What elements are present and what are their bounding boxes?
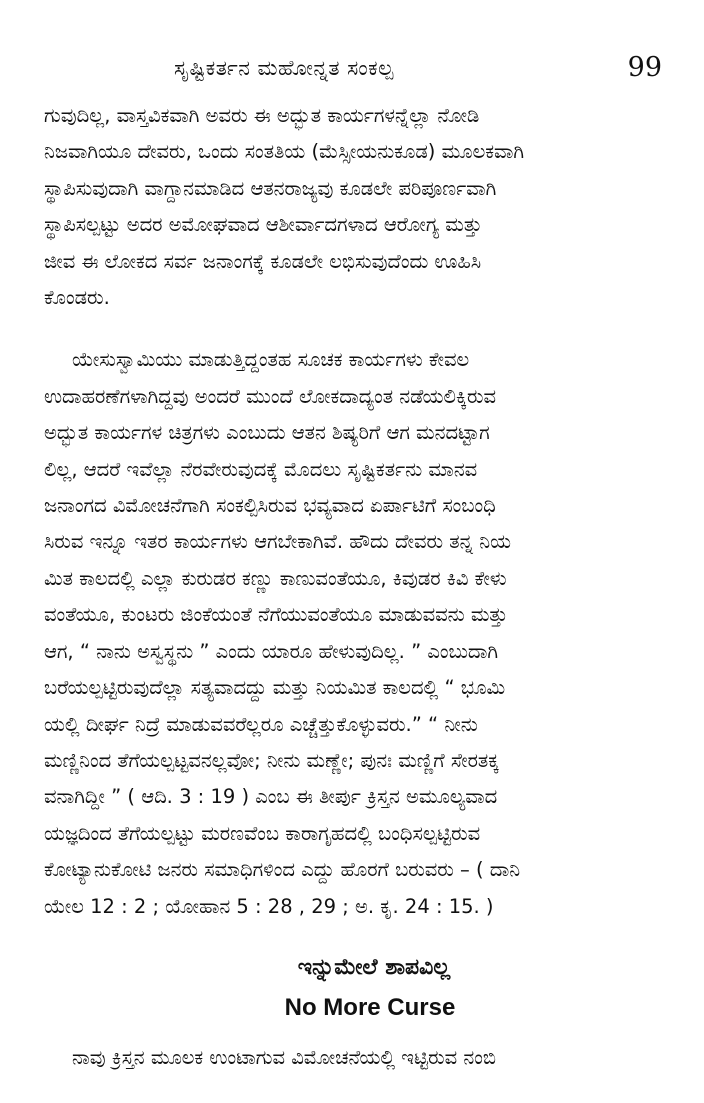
paragraph-1 [44, 98, 676, 316]
running-title: ಸೃಷ್ಟಿಕರ್ತನ ಮಹೋನ್ನತ ಸಂಕಲ್ಪ [174, 56, 394, 80]
text-line: ವನಾಗಿದ್ದೀ ” ( ಆದಿ. 3 : 19 ) ಎಂಬ ಈ ತೀರ್ಪು ಕ್ರಿಸ್ತನ ಅಮೂಲ್ಯವಾದ [44, 785, 498, 809]
text-line: ಉದಾಹರಣೆಗಳಾಗಿದ್ದವು ಅಂದರೆ ಮುಂದೆ ಲೋಕದಾದ್ಯಂತ ನಡೆಯಲಿಕ್ಕಿರುವ [44, 384, 496, 408]
text-line: ಬರೆಯಲ್ಪಟ್ಟಿರುವುದೆಲ್ಲಾ ಸತ್ಯವಾದದ್ದು ಮತ್ತು ನಿಯಮಿತ ಕಾಲದಲ್ಲಿ “ ಭೂಮಿ [44, 676, 506, 700]
text-line: ನಿಜವಾಗಿಯೂ ದೇವರು, ಒಂದು ಸಂತತಿಯ (ಮೆಸ್ಸೀಯನುಕೂಡ) ಮೂಲಕವಾಗಿ [44, 140, 525, 164]
text-line: ಮಿತ ಕಾಲದಲ್ಲಿ ಎಲ್ಲಾ ಕುರುಡರ ಕಣ್ಣು ಕಾಣುವಂತೆಯೂ, ಕಿವುಡರ ಕಿವಿ ಕೇಳು [44, 566, 507, 590]
section-heading-kannada: ಇನ್ನುಮೇಲೆ ಶಾಪವಿಲ್ಲ [297, 954, 451, 980]
text-line: ಲಿಲ್ಲ, ಆದರೆ ಇವೆಲ್ಲಾ ನೆರವೇರುವುದಕ್ಕೆ ಮೊದಲು ಸೃಷ್ಟಿಕರ್ತನು ಮಾನವ [44, 457, 478, 481]
text-line: ಸ್ಥಾಪಿಸುವುದಾಗಿ ವಾಗ್ದಾನಮಾಡಿದ ಆತನರಾಜ್ಯವು ಕೂಡಲೇ ಪರಿಪೂರ್ಣವಾಗಿ [44, 176, 497, 200]
text-line: ಗುವುದಿಲ್ಲ, ವಾಸ್ತವಿಕವಾಗಿ ಅವರು ಈ ಅದ್ಭುತ ಕಾರ್ಯಗಳನ್ನೆಲ್ಲಾ ನೋಡಿ [44, 104, 480, 127]
text-line: ಸಿರುವ ಇನ್ನೂ ಇತರ ಕಾರ್ಯಗಳು ಆಗಬೇಕಾಗಿವೆ. ಹೌದು ದೇವರು ತನ್ನ ನಿಯ [44, 530, 511, 554]
text-line: ವಂತೆಯೂ, ಕುಂಟರು ಜಿಂಕೆಯಂತೆ ನೆಗೆಯುವಂತೆಯೂ ಮಾಡುವವನು ಮತ್ತು [44, 603, 508, 627]
text-line: ಜೀವ ಈ ಲೋಕದ ಸರ್ವ ಜನಾಂಗಕ್ಕೆ ಕೂಡಲೇ ಲಭಿಸುವುದೆಂದು ಊಹಿಸಿ [44, 249, 482, 273]
text-line: ಯಲ್ಲಿ ದೀರ್ಘ ನಿದ್ರೆ ಮಾಡುವವರೆಲ್ಲರೂ ಎಚ್ಚೆತ್ತುಕೊಳ್ಳುವರು.” “ ನೀನು [44, 712, 478, 736]
paragraph-2 [44, 342, 676, 925]
text-line: ಕೊಂಡರು. [44, 286, 110, 310]
text-line: ಯೇಲ 12 : 2 ; ಯೋಹಾನ 5 : 28 , 29 ; ಅ. ಕೃ. 24 : 15. ) [44, 894, 494, 918]
text-line: ಮಣ್ಣಿನಿಂದ ತೆಗೆಯಲ್ಪಟ್ಟವನಲ್ಲವೋ; ನೀನು ಮಣ್ಣೇ; ಪುನಃ ಮಣ್ಣಿಗೆ ಸೇರತಕ್ಕ [44, 748, 499, 772]
text-line: ಅದ್ಭುತ ಕಾರ್ಯಗಳ ಚಿತ್ರಗಳು ಎಂಬುದು ಆತನ ಶಿಷ್ಯರಿಗೆ ಆಗ ಮನದಟ್ಟಾಗ [44, 421, 490, 445]
text-line: ನಾವು ಕ್ರಿಸ್ತನ ಮೂಲಕ ಉಂಟಾಗುವ ವಿಮೋಚನೆಯಲ್ಲಿ ಇಟ್ಟಿರುವ ನಂಬಿ [72, 1045, 496, 1069]
paragraph-3 [44, 1040, 676, 1076]
text-line: ಯಜ್ಞದಿಂದ ತೆಗೆಯಲ್ಪಟ್ಟು ಮರಣವೆಂಬ ಕಾರಾಗೃಹದಲ್ಲಿ ಬಂಧಿಸಲ್ಪಟ್ಟಿರುವ [44, 821, 481, 845]
text-line: ಜನಾಂಗದ ವಿಮೋಚನೆಗಾಗಿ ಸಂಕಲ್ಪಿಸಿರುವ ಭವ್ಯವಾದ ಏರ್ಪಾಟಿಗೆ ಸಂಬಂಧಿ [44, 494, 496, 518]
running-head [44, 48, 676, 92]
section-heading-english: No More Curse [284, 993, 456, 1021]
text-line: ಕೋಟ್ಯಾನುಕೋಟಿ ಜನರು ಸಮಾಧಿಗಳಿಂದ ಎದ್ದು ಹೊರಗೆ ಬರುವರು – ( ದಾನಿ [44, 858, 521, 882]
text-line: ಸ್ಥಾಪಿಸಲ್ಪಟ್ಟು ಅದರ ಅಮೋಘವಾದ ಆಶೀರ್ವಾದಗಳಾದ ಆರೋಗ್ಯ ಮತ್ತು [44, 213, 483, 237]
page-number: 99 [627, 52, 662, 83]
text-line: ಆಗ, “ ನಾನು ಅಸ್ವಸ್ಥನು ” ಎಂದು ಯಾರೂ ಹೇಳುವುದಿಲ್ಲ. ” ಎಂಬುದಾಗಿ [44, 639, 499, 663]
text-line: ಯೇಸುಸ್ವಾಮಿಯು ಮಾಡುತ್ತಿದ್ದಂತಹ ಸೂಚಕ ಕಾರ್ಯಗಳು ಕೇವಲ [72, 348, 470, 372]
